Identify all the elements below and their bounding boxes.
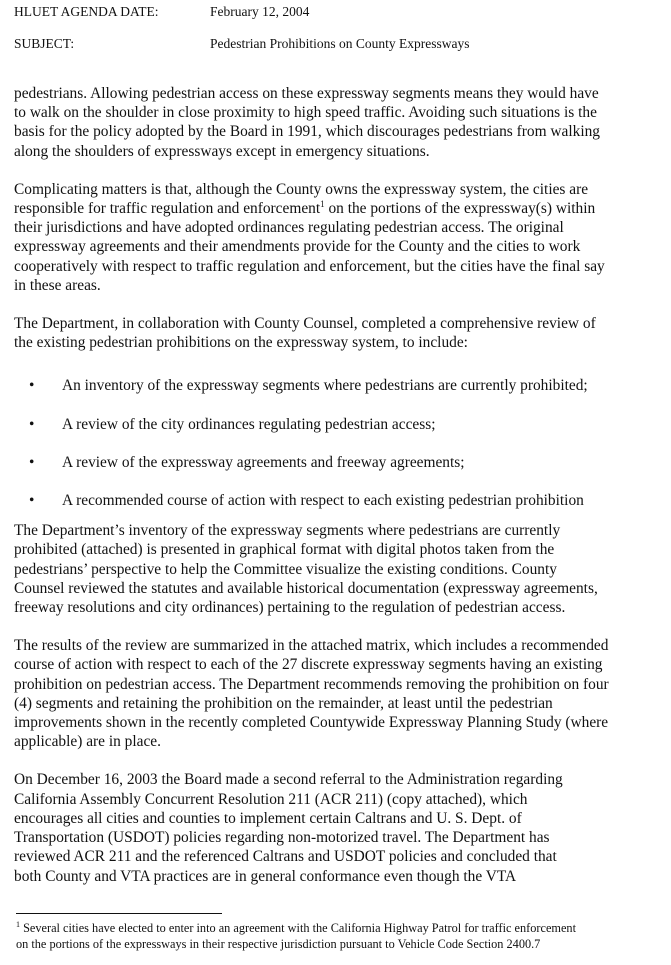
body-text — [14, 84, 664, 905]
bullet-text: A review of the city ordinances regulating pedestrian access; — [62, 415, 436, 433]
text-line: the existing pedestrian prohibitions on the expressway system, to include: — [14, 334, 468, 352]
agenda-date-value: February 12, 2004 — [210, 4, 310, 19]
bullet-icon: • — [29, 415, 35, 433]
text-line: On December 16, 2003 the Board made a second referral to the Administration regarding — [14, 771, 563, 789]
text-line: in these areas. — [14, 276, 101, 294]
text-line: The results of the review are summarized in the attached matrix, which includes a recommended — [14, 637, 609, 655]
text-line: expressway agreements and their amendments provide for the County and the cities to work — [14, 238, 581, 256]
paragraph-acr-211 — [14, 770, 664, 885]
text-line: basis for the policy adopted by the Board in 1991, which discourages pedestrians from walking — [14, 123, 600, 141]
text-line: encourages all cities and counties to implement certain Caltrans and U. S. Dept. of — [14, 809, 522, 827]
text-line: both County and VTA practices are in general conformance even though the VTA — [14, 867, 517, 885]
paragraph-inventory — [14, 521, 664, 617]
subject-value: Pedestrian Prohibitions on County Expressways — [210, 36, 470, 51]
text-line: Complicating matters is that, although the County owns the expressway system, the cities are — [14, 180, 589, 198]
footnote — [16, 920, 576, 952]
agenda-date-label: HLUET AGENDA DATE: — [14, 4, 159, 19]
bullet-icon: • — [29, 453, 35, 471]
footnote-reference: 1 — [320, 199, 325, 210]
text-fragment: on the portions of the expressway(s) within — [324, 200, 596, 218]
footnote-text: Several cities have elected to enter into an agreement with the California Highway Patrol for traffic enforcement — [20, 921, 576, 935]
bullet-icon: • — [29, 492, 35, 510]
text-line: pedestrians. Allowing pedestrian access on these expressway segments means they would have — [14, 85, 599, 102]
subject-label: SUBJECT: — [14, 36, 75, 51]
text-line: improvements shown in the recently completed Countywide Expressway Planning Study (where — [14, 714, 609, 732]
text-line: course of action with respect to each of the 27 discrete expressway segments having an existing — [14, 656, 603, 674]
footnote-line: on the portions of the expressways in their respective jurisdiction pursuant to Vehicle Code Section 2400.7 — [16, 937, 541, 951]
text-line: The Department, in collaboration with County Counsel, completed a comprehensive review of — [14, 315, 596, 333]
text-line: reviewed ACR 211 and the referenced Caltrans and USDOT policies and concluded that — [14, 848, 557, 866]
text-line: pedestrians’ perspective to help the Committee visualize the existing conditions. County — [14, 560, 557, 578]
text-line: California Assembly Concurrent Resolution 211 (ACR 211) (copy attached), which — [14, 790, 528, 808]
text-line: their jurisdictions and have adopted ordinances regulating pedestrian access. The original — [14, 219, 564, 237]
text-line: Counsel reviewed the statutes and available historical documentation (expressway agreements, — [14, 579, 598, 597]
paragraph-pedestrian-access — [14, 84, 664, 161]
text-line: (4) segments and retaining the prohibition on the remainder, at least until the pedestrian — [14, 694, 553, 712]
text-line: The Department’s inventory of the expressway segments where pedestrians are currently — [14, 522, 561, 540]
text-line: cooperatively with respect to traffic regulation and enforcement, but the cities have the final say — [14, 257, 605, 275]
paragraph-review-intro — [14, 314, 664, 352]
text-line: prohibited (attached) is presented in graphical format with digital photos taken from the — [14, 541, 555, 559]
paragraph-review-results — [14, 636, 664, 751]
paragraph-complicating-matters — [14, 180, 664, 295]
bullet-text: An inventory of the expressway segments where pedestrians are currently prohibited; — [62, 377, 588, 395]
bullet-icon: • — [29, 377, 35, 395]
text-fragment: responsible for traffic regulation and enforcement — [14, 200, 321, 218]
text-line-with-footnote — [14, 199, 664, 218]
text-line: Transportation (USDOT) policies regarding non-motorized travel. The Department has — [14, 829, 550, 847]
bullet-text: A recommended course of action with respect to each existing pedestrian prohibition — [62, 492, 584, 510]
text-line: to walk on the shoulder in close proximity to high speed traffic. Avoiding such situations is the — [14, 104, 597, 122]
footnote-mark: 1 — [16, 920, 20, 929]
bullet-text: A review of the expressway agreements and freeway agreements; — [62, 453, 465, 471]
review-bullet-list — [14, 376, 664, 510]
text-line: prohibition on pedestrian access. The Department recommends removing the prohibition on four — [14, 675, 609, 693]
text-line: along the shoulders of expressways except in emergency situations. — [14, 142, 430, 160]
footnote-line — [16, 920, 576, 936]
bullet-item — [14, 376, 664, 395]
footnote-divider — [16, 913, 222, 914]
bullet-item — [14, 491, 664, 510]
bullet-item — [14, 415, 664, 434]
bullet-item — [14, 453, 664, 472]
text-line: freeway resolutions and city ordinances) pertaining to the regulation of pedestrian access. — [14, 599, 566, 617]
text-line: applicable) are in place. — [14, 733, 161, 751]
